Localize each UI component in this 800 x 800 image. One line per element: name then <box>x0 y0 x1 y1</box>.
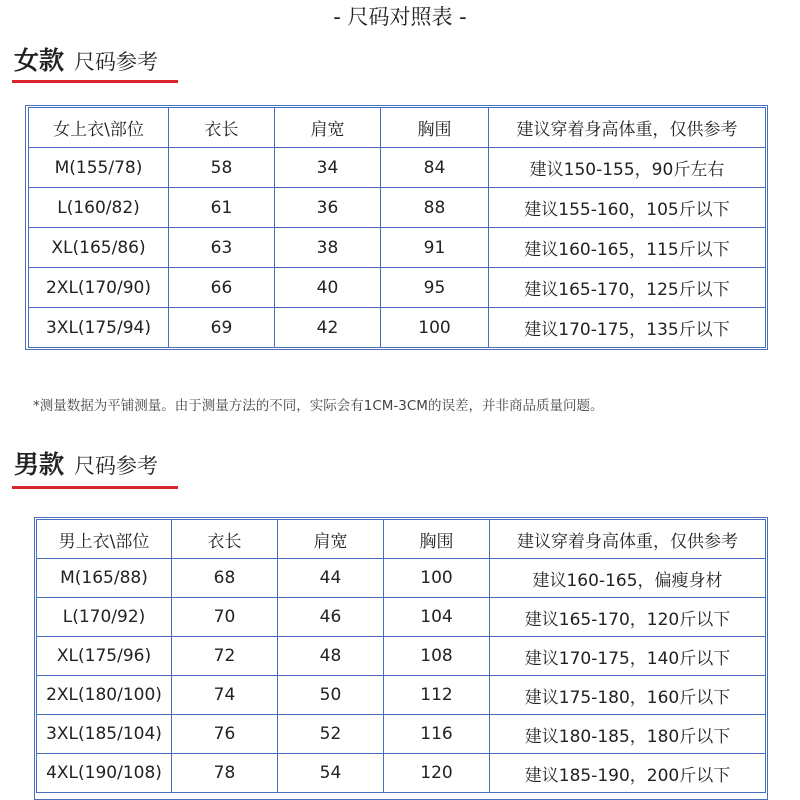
table-cell: 建议160-165，115斤以下 <box>489 228 766 268</box>
table-row <box>37 637 766 676</box>
table-cell: 63 <box>169 228 275 268</box>
table-header-cell: 衣长 <box>172 520 278 559</box>
women-size-table <box>28 107 766 348</box>
table-header-cell: 肩宽 <box>278 520 384 559</box>
table-cell: 112 <box>384 676 490 715</box>
table-cell: 44 <box>278 559 384 598</box>
table-cell: 84 <box>381 148 489 188</box>
men-heading-underline <box>12 486 178 489</box>
table-cell: XL(165/86) <box>29 228 169 268</box>
women-heading-underline <box>12 80 178 83</box>
table-row <box>29 268 766 308</box>
women-heading-label: 女款 <box>14 46 65 75</box>
table-cell: 4XL(190/108) <box>37 754 172 793</box>
table-cell: 46 <box>278 598 384 637</box>
page-title: - 尺码对照表 - <box>333 5 467 29</box>
table-cell: 95 <box>381 268 489 308</box>
measurement-footnote: *测量数据为平铺测量。由于测量方法的不同，实际会有1CM-3CM的误差，并非商品质量问题。 <box>33 398 604 414</box>
table-cell: 61 <box>169 188 275 228</box>
table-cell: 3XL(175/94) <box>29 308 169 348</box>
table-row <box>29 148 766 188</box>
table-cell: 120 <box>384 754 490 793</box>
table-header-cell: 肩宽 <box>275 108 381 148</box>
table-cell: 36 <box>275 188 381 228</box>
table-row <box>29 228 766 268</box>
table-header-row <box>37 520 766 559</box>
table-cell: L(160/82) <box>29 188 169 228</box>
table-header-row <box>29 108 766 148</box>
table-cell: 58 <box>169 148 275 188</box>
table-cell: 72 <box>172 637 278 676</box>
table-cell: M(155/78) <box>29 148 169 188</box>
table-cell: 91 <box>381 228 489 268</box>
table-cell: 建议175-180，160斤以下 <box>490 676 766 715</box>
men-size-table <box>36 519 766 793</box>
table-header-cell: 男上衣\部位 <box>37 520 172 559</box>
table-cell: 38 <box>275 228 381 268</box>
table-cell: 建议165-170，120斤以下 <box>490 598 766 637</box>
table-cell: 104 <box>384 598 490 637</box>
table-row <box>37 715 766 754</box>
table-row <box>37 676 766 715</box>
table-cell: 建议150-155，90斤左右 <box>489 148 766 188</box>
table-cell: 108 <box>384 637 490 676</box>
table-cell: 100 <box>381 308 489 348</box>
table-cell: 34 <box>275 148 381 188</box>
table-row <box>29 188 766 228</box>
table-cell: 建议155-160，105斤以下 <box>489 188 766 228</box>
table-cell: 69 <box>169 308 275 348</box>
table-row <box>37 598 766 637</box>
table-cell: 建议165-170，125斤以下 <box>489 268 766 308</box>
table-cell: 3XL(185/104) <box>37 715 172 754</box>
table-cell: M(165/88) <box>37 559 172 598</box>
men-heading-label: 男款 <box>14 450 65 479</box>
table-cell: 2XL(170/90) <box>29 268 169 308</box>
table-cell: 78 <box>172 754 278 793</box>
table-cell: 52 <box>278 715 384 754</box>
table-header-cell: 衣长 <box>169 108 275 148</box>
table-cell: 88 <box>381 188 489 228</box>
table-header-cell: 建议穿着身高体重，仅供参考 <box>489 108 766 148</box>
table-header-cell: 胸围 <box>381 108 489 148</box>
table-cell: 建议160-165，偏瘦身材 <box>490 559 766 598</box>
table-cell: 66 <box>169 268 275 308</box>
table-cell: 76 <box>172 715 278 754</box>
table-cell: 116 <box>384 715 490 754</box>
table-header-cell: 胸围 <box>384 520 490 559</box>
table-cell: L(170/92) <box>37 598 172 637</box>
table-cell: 48 <box>278 637 384 676</box>
men-heading-sublabel: 尺码参考 <box>74 454 159 478</box>
table-header-cell: 建议穿着身高体重，仅供参考 <box>490 520 766 559</box>
table-cell: 70 <box>172 598 278 637</box>
table-cell: 建议180-185，180斤以下 <box>490 715 766 754</box>
table-row <box>37 559 766 598</box>
table-cell: 50 <box>278 676 384 715</box>
table-row <box>29 308 766 348</box>
table-cell: 68 <box>172 559 278 598</box>
table-cell: 54 <box>278 754 384 793</box>
table-header-cell: 女上衣\部位 <box>29 108 169 148</box>
women-heading-sublabel: 尺码参考 <box>74 50 159 74</box>
table-cell: 100 <box>384 559 490 598</box>
table-row <box>37 754 766 793</box>
table-cell: 建议170-175，140斤以下 <box>490 637 766 676</box>
table-cell: 建议185-190，200斤以下 <box>490 754 766 793</box>
table-cell: 40 <box>275 268 381 308</box>
table-cell: 建议170-175，135斤以下 <box>489 308 766 348</box>
women-section-heading <box>14 44 158 80</box>
table-cell: 74 <box>172 676 278 715</box>
table-cell: XL(175/96) <box>37 637 172 676</box>
table-cell: 42 <box>275 308 381 348</box>
men-section-heading <box>14 448 158 484</box>
table-cell: 2XL(180/100) <box>37 676 172 715</box>
